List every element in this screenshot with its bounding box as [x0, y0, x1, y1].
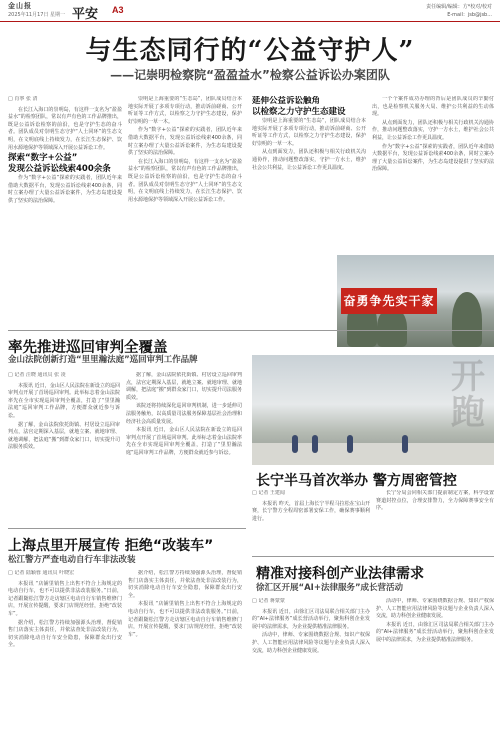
paragraph: 本报讯 “店铺里销售上出售不符合上海规定的电动自行车，也不可以提供非法改装服务。”日前，记者跟随松江警方走访辖区电动自行车销售维修门店，开展宣传提醒，要求门店规范经营，拒绝“改装车”。	[8, 580, 122, 617]
divider	[8, 528, 246, 529]
marathon-headline: 长宁半马首次举办 警方周密管控	[256, 473, 457, 489]
marathon-photo	[252, 355, 494, 465]
photo-watermark-char: 开跑	[451, 357, 485, 433]
paragraph: 从点到面发力，团队还积极与相关行政机关沟通协作，推动问题整改落实，守护一方水土，维护社会公共利益，让公益诉讼工作更具温度。	[252, 149, 366, 171]
subhead: 发现公益诉讼线索400余条	[8, 164, 111, 175]
art5-col2	[376, 598, 494, 746]
subhead: 延伸公益诉讼触角	[252, 96, 321, 106]
paragraph: 本报讯 近日，金山区人民法院在新设立的巡回审判点开展了首场巡回审判。此举标志着金山法院率先在全市实现巡回审判全覆盖，打造了“里里瀚法庭”巡回审判工作品牌，方便群众就近参与诉讼。	[126, 427, 242, 456]
paper-name: 金山报	[8, 1, 32, 10]
paragraph: 据介绍，松江警方持续加强源头治理，督促销售门店落实主体责任，并依法查处非法改装行为，切实消除电动自行车安全隐患，保障群众出行安全。	[8, 619, 122, 649]
art1-col2	[128, 96, 242, 326]
art4-col1	[252, 490, 370, 550]
tech-headline: 精准对接科创产业法律需求	[256, 566, 424, 582]
paragraph: 据了解，金山法院依托街镇、村居设立巡回审判点，法官定期深入基层，就地立案、就地审理、就地调解，把法庭“搬”到群众家门口，切实提升司法服务质效。	[126, 372, 242, 401]
art3-col1	[8, 570, 122, 746]
photo-caption-badge: 奋勇争先实干家	[341, 288, 437, 314]
subhead: 以检察之力守护生态建设	[252, 107, 346, 117]
art4-col2	[376, 490, 494, 550]
paragraph: 本报讯 昨天，首届上海长宁半程马拉松在宝山开赛，长宁警方全程周密部署安保工作，确保赛事顺利进行。	[252, 500, 370, 522]
paragraph: 据了解，金山法院依托街镇、村居设立巡回审判点，法官定期深入基层，就地立案、就地审理、就地调解，把法庭“搬”到群众家门口，切实提升司法服务质效。	[8, 421, 120, 451]
art3-col2	[128, 570, 242, 746]
paragraph: 在长江入海口的崇明岛，有这样一支名为“盈盈益水”的检察团队，常以有声有色的工作品牌推出，既是公益诉讼检察的前沿，也是守护生态的奋斗者。团队成员对崇明生态守护“人土同环”的生态文明，在文明底线上持续发力，在长江生态保护、饮用水源地保护等领域深入开展公益诉讼工作。	[8, 106, 122, 151]
paragraph: 活动中，律师、专家围绕数据合规、知识产权保护、人工智能应用法律风险等议题与企业负责人深入交流，助力科创企业健康发展。	[376, 598, 494, 620]
byline: □ 记者 汪晓 通讯员 张 凌	[8, 372, 66, 378]
main-subheadline: ——记崇明检察院“盈盈益水”检察公益诉讼办案团队	[110, 68, 390, 82]
subhead: 探索“数字+公益”	[8, 153, 78, 164]
paragraph: 长宁分局会同相关部门提前制定方案，科学设置赛道封控点位，合理安排警力，全力保障赛事安全有序。	[376, 490, 494, 512]
ebike-subheadline: 松江警方严查电动自行车非法改装	[8, 555, 136, 565]
byline: □ 记者 蒋蒙蒙	[252, 598, 285, 604]
main-headline: 与生态同行的“公益守护人”	[85, 36, 415, 66]
sunset-photo	[337, 255, 494, 347]
paragraph: 从点到面发力，团队还积极与相关行政机关沟通协作，推动问题整改落实，守护一方水土，维护社会公共利益，让公益诉讼工作更具温度。	[372, 119, 494, 141]
court-headline: 率先推进巡回审判全覆盖	[8, 340, 168, 356]
paragraph: 本报讯 近日，由徐汇区司法局联合相关部门主办的“AI+法律服务”成长营活动举行，聚焦科创企业发展中的法律需求，为企业提供精准法律服务。	[252, 608, 370, 630]
paragraph: 据介绍，松江警方持续加强源头治理，督促销售门店落实主体责任，并依法查处非法改装行为，切实消除电动自行车安全隐患，保障群众出行安全。	[128, 570, 242, 599]
section-name: 平安	[72, 7, 99, 22]
paragraph: 本报讯 近日，由徐汇区司法局联合相关部门主办的“AI+法律服务”成长营活动举行，聚焦科创企业发展中的法律需求，为企业提供精准法律服务。	[376, 621, 494, 643]
issue-date: 2025年11月17日 星期一	[8, 12, 66, 18]
tech-subheadline: 徐汇区开展“AI+法律服务”成长营活动	[256, 583, 404, 593]
page-number: A3	[112, 5, 124, 15]
paragraph: 该院还将持续深化巡回审判机制，进一步延伸司法服务触角，以高质量司法服务保障基层社会治理和经济社会高质量发展。	[126, 403, 242, 425]
byline: □ 肖寧 张 清	[8, 96, 38, 102]
email-info: E-mail：jsb@jsb...	[447, 12, 492, 18]
court-subheadline: 金山法院创新打造“里里瀚法庭”巡回审判工作品牌	[8, 355, 198, 365]
art2-col2	[126, 372, 242, 522]
paragraph: 本报讯 近日，金山区人民法院在新设立的巡回审判点开展了首场巡回审判。此举标志着金山法院率先在全市实现巡回审判全覆盖，打造了“里里瀚法庭”巡回审判工作品牌，方便群众就近参与诉讼。	[8, 382, 120, 419]
ebike-headline: 上海点里开展宣传 拒绝“改装车”	[8, 538, 214, 554]
paragraph: 崇明是上海重要的“生态岛”，团队成员结合本地实际开展了多项专项行动，推动诉前磋商、公开听证等工作方式，以检察之力守护生态建设，保护好崇明的一草一木。	[252, 118, 366, 147]
art1-col4	[372, 96, 494, 251]
page-header	[0, 0, 500, 22]
paragraph: 本报讯 “店铺里销售上出售不符合上海规定的电动自行车，也不可以提供非法改装服务。”日前，记者跟随松江警方走访辖区电动自行车销售维修门店，开展宣传提醒，要求门店规范经营，拒绝“改装车”。	[128, 601, 242, 638]
editor-info: 责任编辑/编辑：方*校对/校对	[426, 4, 492, 10]
paragraph: 一个个案件成功办理的背后是团队成员的辛勤付出，也是检察机关服务大局、维护公共利益的生动体现。	[372, 96, 494, 118]
art5-col1	[252, 598, 370, 746]
paragraph: 在长江入海口的崇明岛，有这样一支名为“盈盈益水”的检察团队，常以有声有色的工作品牌推出，既是公益诉讼检察的前沿，也是守护生态的奋斗者。团队成员对崇明生态守护“人土同环”的生态文明，在文明底线上持续发力，在长江生态保护、饮用水源地保护等领域深入开展公益诉讼工作。	[128, 158, 242, 203]
byline: □ 记者 陆颖蓉 通讯员 叶晓宏	[8, 570, 75, 576]
byline: □ 记者 王建闻	[252, 490, 285, 496]
paragraph: 活动中，律师、专家围绕数据合规、知识产权保护、人工智能应用法律风险等议题与企业负责人深入交流，助力科创企业健康发展。	[252, 632, 370, 654]
paragraph: 作为“数字+公益”探索的实践者，团队近年来借助大数据平台，发现公益诉讼线索400余条，同时立案办理了大量公益诉讼案件，为生态岛建设提供了坚实的法治保障。	[8, 175, 122, 204]
paragraph: 作为“数字+公益”探索的实践者，团队近年来借助大数据平台，发现公益诉讼线索400余条，同时立案办理了大量公益诉讼案件，为生态岛建设提供了坚实的法治保障。	[128, 127, 242, 157]
art1-col1	[8, 96, 122, 326]
paragraph: 作为“数字+公益”探索的实践者，团队近年来借助大数据平台，发现公益诉讼线索400余条，同时立案办理了大量公益诉讼案件，为生态岛建设提供了坚实的法治保障。	[372, 143, 494, 173]
art2-col1	[8, 372, 120, 522]
divider	[8, 330, 494, 331]
paragraph: 崇明是上海重要的“生态岛”，团队成员结合本地实际开展了多项专项行动，推动诉前磋商、公开听证等工作方式，以检察之力守护生态建设，保护好崇明的一草一木。	[128, 96, 242, 125]
divider	[252, 556, 494, 557]
